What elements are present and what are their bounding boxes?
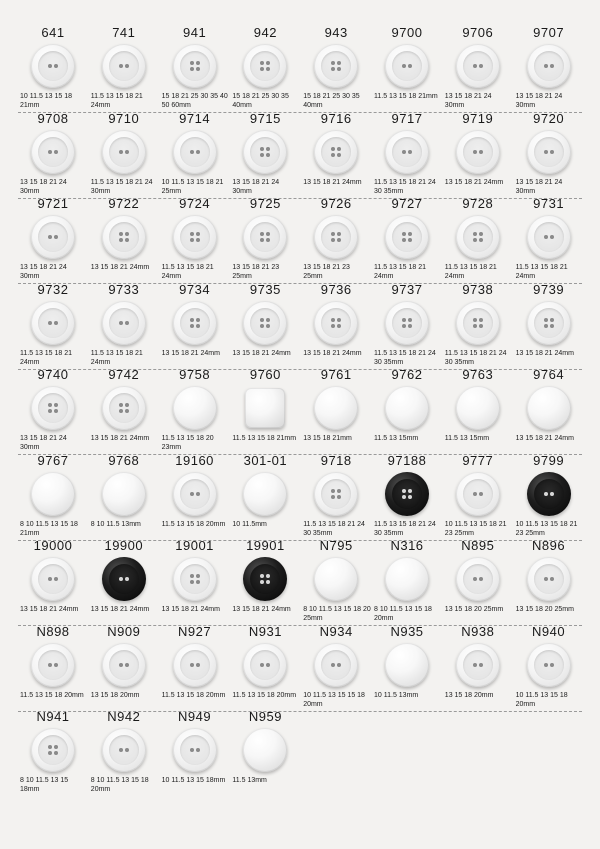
item-sizes: 8 10 11.5 13 15 18 20mm bbox=[374, 606, 432, 622]
catalog-item bbox=[160, 283, 230, 369]
item-sizes: 10 11.5 13mm bbox=[374, 691, 419, 699]
catalog-item bbox=[443, 197, 513, 283]
catalog-row bbox=[18, 539, 582, 625]
catalog-item bbox=[514, 197, 584, 283]
catalog-item bbox=[372, 197, 442, 283]
item-sizes: 10 11.5 13 15 15 18 20mm bbox=[303, 691, 365, 708]
item-sizes: 13 15 18 20 25mm bbox=[515, 606, 574, 613]
item-sizes: 11.5 13 15 18 21 24 30 35mm bbox=[374, 178, 436, 195]
item-sizes: 11.5 13 15 18 21 24 30 35mm bbox=[374, 520, 436, 537]
item-code: N316 bbox=[390, 538, 424, 553]
button-image bbox=[31, 643, 75, 687]
item-sizes: 11.5 13 15 18 21 24 30 35mm bbox=[374, 349, 436, 366]
button-image bbox=[314, 301, 358, 345]
button-image bbox=[31, 215, 75, 259]
item-sizes: 11.5 13 15 18 21 24mm bbox=[444, 264, 497, 280]
item-sizes: 11.5 13 15 18 21 24mm bbox=[161, 264, 214, 280]
catalog-item bbox=[18, 197, 88, 283]
catalog-item bbox=[18, 112, 88, 198]
item-code: 941 bbox=[182, 25, 207, 40]
button-image bbox=[173, 728, 217, 772]
item-sizes: 13 15 18 21 24 30mm bbox=[20, 178, 67, 195]
item-code: N934 bbox=[319, 623, 353, 639]
item-sizes: 8 10 11.5 13mm bbox=[90, 520, 141, 528]
item-code: 741 bbox=[112, 25, 136, 40]
item-sizes: 11.5 13 15 18 21 24mm bbox=[20, 349, 73, 366]
catalog-item bbox=[89, 710, 159, 796]
button-image bbox=[102, 386, 146, 430]
item-code: 942 bbox=[253, 25, 277, 40]
item-code: 9716 bbox=[320, 110, 352, 126]
item-sizes: 10 11.5 13 15 18mm bbox=[161, 777, 226, 784]
item-code: 9767 bbox=[37, 452, 69, 468]
catalog-item bbox=[160, 197, 230, 283]
catalog-item bbox=[18, 539, 88, 625]
catalog-item bbox=[514, 112, 584, 198]
item-sizes: 13 15 18 21 23 25mm bbox=[232, 264, 280, 280]
item-sizes: 11.5 13 15 18 21 24mm bbox=[515, 264, 568, 280]
item-code: 9737 bbox=[391, 281, 423, 297]
button-image bbox=[527, 301, 571, 345]
catalog-item bbox=[301, 112, 371, 198]
catalog-row bbox=[18, 710, 582, 796]
catalog-item bbox=[18, 625, 88, 711]
catalog-item bbox=[89, 368, 159, 454]
button-image bbox=[31, 386, 75, 430]
item-sizes: 15 18 21 25 30 35 40mm bbox=[232, 93, 289, 109]
button-image bbox=[385, 301, 429, 345]
button-image bbox=[173, 130, 217, 174]
button-image bbox=[173, 386, 217, 430]
button-image bbox=[385, 557, 429, 601]
item-sizes: 13 15 18 21 24mm bbox=[303, 178, 362, 186]
button-image bbox=[243, 44, 287, 88]
item-sizes: 11.5 13 15 18 20 23mm bbox=[161, 435, 214, 451]
item-sizes: 8 10 11.5 13 15 18mm bbox=[20, 777, 69, 793]
catalog-item bbox=[372, 368, 442, 454]
item-code: 9728 bbox=[462, 196, 494, 211]
catalog-item bbox=[160, 539, 230, 625]
item-code: 9720 bbox=[533, 110, 565, 126]
item-code: 9768 bbox=[108, 452, 140, 468]
button-image bbox=[102, 557, 146, 601]
item-sizes: 8 10 11.5 13 15 18 20 25mm bbox=[303, 606, 371, 622]
item-code: 19900 bbox=[104, 538, 144, 553]
item-code: 9715 bbox=[249, 110, 281, 126]
item-sizes: 11.5 13 15 18 21 24mm bbox=[90, 93, 143, 109]
item-sizes: 13 15 18 21 24mm bbox=[232, 606, 291, 613]
item-sizes: 11.5 13 15 18 20mm bbox=[161, 691, 226, 699]
catalog-item bbox=[443, 625, 513, 711]
button-image bbox=[102, 215, 146, 259]
item-sizes: 13 15 18 21 24 30mm bbox=[444, 93, 492, 109]
catalog-row bbox=[18, 625, 582, 711]
button-image bbox=[527, 215, 571, 259]
catalog-item bbox=[443, 539, 513, 625]
button-image bbox=[243, 472, 287, 516]
catalog-item bbox=[89, 283, 159, 369]
item-code: N941 bbox=[36, 709, 70, 724]
button-image bbox=[173, 301, 217, 345]
catalog-item bbox=[301, 197, 371, 283]
item-code: N795 bbox=[319, 538, 353, 553]
catalog-item bbox=[160, 112, 230, 198]
item-code: 9758 bbox=[179, 367, 211, 382]
button-image bbox=[314, 215, 358, 259]
item-code: N898 bbox=[36, 623, 70, 639]
item-sizes: 13 15 18 21 24mm bbox=[90, 606, 150, 613]
catalog-item bbox=[443, 112, 513, 198]
catalog-item bbox=[443, 368, 513, 454]
catalog-item bbox=[89, 112, 159, 198]
item-code: 943 bbox=[324, 25, 348, 40]
catalog-item bbox=[160, 625, 230, 711]
button-image bbox=[102, 728, 146, 772]
item-code: N938 bbox=[461, 623, 495, 639]
item-sizes: 11.5 13 15 18 21 24 30mm bbox=[90, 178, 153, 195]
catalog-item bbox=[301, 539, 371, 625]
item-sizes: 11.5 13 15mm bbox=[374, 435, 419, 442]
item-code: 97188 bbox=[387, 452, 427, 468]
catalog-item bbox=[301, 283, 371, 369]
item-code: 9763 bbox=[462, 367, 494, 382]
item-sizes: 13 15 18 20 25mm bbox=[444, 606, 504, 613]
catalog-item bbox=[514, 539, 584, 625]
button-image bbox=[385, 130, 429, 174]
catalog-item bbox=[514, 283, 584, 369]
item-sizes: 13 15 18 21 24mm bbox=[90, 435, 150, 442]
button-image bbox=[527, 386, 571, 430]
catalog-item bbox=[230, 283, 300, 369]
button-image bbox=[102, 130, 146, 174]
catalog-item bbox=[230, 454, 300, 540]
catalog-item bbox=[230, 368, 300, 454]
catalog-row bbox=[18, 368, 582, 454]
button-image bbox=[173, 215, 217, 259]
item-sizes: 13 15 18 20mm bbox=[444, 691, 494, 699]
catalog-row bbox=[18, 283, 582, 369]
button-image bbox=[385, 472, 429, 516]
item-code: N927 bbox=[178, 623, 212, 639]
button-image bbox=[456, 643, 500, 687]
button-image bbox=[527, 44, 571, 88]
button-image bbox=[173, 557, 217, 601]
catalog-row bbox=[18, 26, 582, 112]
button-image bbox=[314, 386, 358, 430]
catalog-row bbox=[18, 454, 582, 540]
item-code: 19001 bbox=[175, 538, 214, 553]
button-image bbox=[456, 386, 500, 430]
button-image bbox=[456, 44, 500, 88]
item-code: 641 bbox=[41, 25, 65, 40]
button-image bbox=[102, 301, 146, 345]
item-code: 9736 bbox=[320, 281, 352, 297]
button-image bbox=[456, 472, 500, 516]
item-sizes: 11.5 13 15mm bbox=[444, 435, 490, 442]
item-code: 9761 bbox=[320, 367, 352, 382]
catalog-row bbox=[18, 112, 582, 198]
button-image bbox=[173, 643, 217, 687]
button-image bbox=[385, 643, 429, 687]
button-image bbox=[31, 301, 75, 345]
button-image bbox=[314, 130, 358, 174]
button-image bbox=[456, 215, 500, 259]
catalog-item bbox=[89, 26, 159, 112]
button-image bbox=[102, 472, 146, 516]
item-code: 301-01 bbox=[243, 452, 288, 468]
button-image bbox=[385, 44, 429, 88]
item-sizes: 11.5 13mm bbox=[232, 777, 267, 784]
button-image bbox=[456, 130, 500, 174]
item-sizes: 10 11.5mm bbox=[232, 520, 267, 528]
item-code: 9762 bbox=[391, 367, 423, 382]
catalog-item bbox=[443, 283, 513, 369]
item-code: 9707 bbox=[533, 25, 565, 40]
item-sizes: 13 15 18 21 23 25mm bbox=[303, 264, 350, 280]
button-image bbox=[243, 130, 287, 174]
catalog-item bbox=[372, 112, 442, 198]
catalog-item bbox=[89, 454, 159, 540]
item-code: N909 bbox=[107, 623, 141, 639]
item-sizes: 10 11.5 13 15 18 20mm bbox=[515, 691, 568, 708]
item-code: 9733 bbox=[108, 281, 140, 297]
button-image bbox=[243, 557, 287, 601]
item-sizes: 10 11.5 13 15 18 21 23 25mm bbox=[444, 520, 507, 537]
item-sizes: 13 15 18 21 24 30mm bbox=[232, 178, 280, 195]
catalog-item bbox=[18, 26, 88, 112]
item-sizes: 13 15 18 21 24mm bbox=[90, 264, 150, 271]
item-sizes: 10 11.5 13 15 18 21 25mm bbox=[161, 178, 224, 195]
item-sizes: 10 11.5 13 15 18 21mm bbox=[20, 93, 73, 109]
button-image bbox=[527, 557, 571, 601]
catalog-item bbox=[301, 26, 371, 112]
item-sizes: 13 15 18 21 24mm bbox=[444, 178, 504, 186]
catalog-item bbox=[230, 26, 300, 112]
button-image bbox=[243, 643, 287, 687]
item-code: N895 bbox=[461, 538, 495, 553]
item-code: 9726 bbox=[320, 196, 352, 211]
item-code: 9738 bbox=[462, 281, 494, 297]
catalog-item bbox=[160, 368, 230, 454]
item-code: 9764 bbox=[533, 367, 565, 382]
catalog-item bbox=[89, 539, 159, 625]
catalog-item bbox=[18, 283, 88, 369]
item-sizes: 11.5 13 15 18 21 24 30 35mm bbox=[303, 520, 365, 537]
item-code: 9739 bbox=[533, 281, 565, 297]
catalog-item bbox=[18, 710, 88, 796]
catalog-item bbox=[372, 625, 442, 711]
item-sizes: 11.5 13 15 18 20mm bbox=[161, 520, 226, 528]
item-sizes: 13 15 18 21 24 30mm bbox=[515, 178, 563, 195]
catalog-item bbox=[514, 26, 584, 112]
item-sizes: 13 15 18 20mm bbox=[90, 691, 140, 699]
item-sizes: 11.5 13 15 18 20mm bbox=[20, 691, 84, 699]
item-sizes: 13 15 18 21 24 30mm bbox=[515, 93, 563, 109]
catalog-item bbox=[230, 112, 300, 198]
catalog-item bbox=[301, 454, 371, 540]
button-image bbox=[314, 44, 358, 88]
item-sizes: 13 15 18 21 24 30mm bbox=[20, 264, 67, 280]
item-code: 9799 bbox=[533, 452, 565, 468]
item-sizes: 13 15 18 21 24mm bbox=[20, 606, 79, 613]
catalog-item bbox=[443, 454, 513, 540]
catalog-item bbox=[230, 625, 300, 711]
catalog-item bbox=[160, 710, 230, 796]
item-code: N949 bbox=[178, 709, 212, 724]
item-code: N935 bbox=[390, 623, 424, 639]
button-image bbox=[31, 728, 75, 772]
catalog-item bbox=[160, 26, 230, 112]
item-sizes: 8 10 11.5 13 15 18 21mm bbox=[20, 520, 78, 537]
button-image bbox=[102, 643, 146, 687]
catalog-item bbox=[443, 26, 513, 112]
button-image bbox=[314, 557, 358, 601]
catalog-item bbox=[514, 454, 584, 540]
item-code: 9731 bbox=[533, 196, 565, 211]
item-code: 9722 bbox=[108, 196, 140, 211]
button-image bbox=[31, 557, 75, 601]
button-image bbox=[385, 386, 429, 430]
button-image bbox=[527, 643, 571, 687]
button-image bbox=[456, 301, 500, 345]
item-sizes: 13 15 18 21 24mm bbox=[161, 349, 220, 357]
catalog-item bbox=[18, 368, 88, 454]
button-image bbox=[243, 215, 287, 259]
item-sizes: 13 15 18 21 24mm bbox=[515, 435, 574, 442]
item-code: 9710 bbox=[108, 110, 140, 126]
item-code: 9742 bbox=[108, 367, 140, 382]
item-code: N940 bbox=[532, 623, 566, 639]
button-image bbox=[31, 44, 75, 88]
catalog-item bbox=[18, 454, 88, 540]
button-image bbox=[31, 130, 75, 174]
item-code: 9727 bbox=[391, 196, 423, 211]
button-image bbox=[173, 472, 217, 516]
item-code: 19160 bbox=[175, 452, 214, 468]
item-code: N959 bbox=[248, 709, 282, 724]
item-sizes: 10 11.5 13 15 18 21 23 25mm bbox=[515, 520, 578, 537]
item-code: 9721 bbox=[37, 196, 69, 211]
catalog-item bbox=[301, 625, 371, 711]
catalog-item bbox=[230, 197, 300, 283]
button-image bbox=[31, 472, 75, 516]
item-code: N942 bbox=[107, 709, 141, 724]
catalog-item bbox=[372, 283, 442, 369]
item-code: 9700 bbox=[391, 25, 423, 40]
item-sizes: 15 18 21 25 30 35 40 50 60mm bbox=[161, 93, 228, 109]
button-image bbox=[385, 215, 429, 259]
catalog-item bbox=[372, 454, 442, 540]
item-sizes: 11.5 13 15 18 21mm bbox=[232, 435, 297, 442]
item-code: 9708 bbox=[37, 110, 69, 126]
button-image bbox=[245, 388, 285, 428]
catalog-item bbox=[514, 625, 584, 711]
item-code: N896 bbox=[532, 538, 566, 553]
catalog-item bbox=[89, 625, 159, 711]
button-image bbox=[243, 301, 287, 345]
item-code: 9724 bbox=[179, 196, 211, 211]
item-sizes: 11.5 13 15 18 21 24mm bbox=[374, 264, 427, 280]
button-image bbox=[243, 728, 287, 772]
item-sizes: 13 15 18 21 24mm bbox=[232, 349, 291, 357]
item-code: 9714 bbox=[179, 110, 211, 126]
catalog-item bbox=[301, 368, 371, 454]
button-image bbox=[102, 44, 146, 88]
catalog-row bbox=[18, 197, 582, 283]
item-sizes: 13 15 18 21mm bbox=[303, 435, 352, 442]
item-code: 9719 bbox=[462, 110, 494, 126]
item-code: 9735 bbox=[249, 281, 281, 297]
item-code: 9706 bbox=[462, 25, 494, 40]
catalog-item bbox=[160, 454, 230, 540]
item-code: 9734 bbox=[179, 281, 211, 297]
item-sizes: 11.5 13 15 18 20mm bbox=[232, 691, 297, 699]
catalog-item bbox=[230, 539, 300, 625]
item-code: 9740 bbox=[37, 367, 69, 382]
item-sizes: 11.5 13 15 18 21mm bbox=[374, 93, 438, 100]
item-code: 9732 bbox=[37, 281, 69, 297]
item-code: N931 bbox=[248, 623, 282, 639]
button-image bbox=[173, 44, 217, 88]
item-sizes: 13 15 18 21 24 30mm bbox=[20, 435, 67, 451]
button-image bbox=[527, 472, 571, 516]
item-sizes: 15 18 21 25 30 35 40mm bbox=[303, 93, 360, 109]
item-code: 19901 bbox=[246, 538, 285, 553]
item-code: 9760 bbox=[249, 367, 281, 382]
item-sizes: 11.5 13 15 18 21 24 30 35mm bbox=[444, 349, 507, 366]
item-code: 19000 bbox=[33, 538, 73, 553]
catalog-item bbox=[230, 710, 300, 796]
button-image bbox=[456, 557, 500, 601]
button-image bbox=[527, 130, 571, 174]
item-code: 9777 bbox=[462, 452, 494, 468]
item-sizes: 13 15 18 21 24mm bbox=[161, 606, 220, 613]
catalog-item bbox=[514, 368, 584, 454]
item-sizes: 8 10 11.5 13 15 18 20mm bbox=[90, 777, 149, 793]
button-image bbox=[314, 643, 358, 687]
catalog-item bbox=[372, 539, 442, 625]
item-code: 9725 bbox=[249, 196, 281, 211]
item-code: 9718 bbox=[320, 452, 352, 468]
item-sizes: 11.5 13 15 18 21 24mm bbox=[90, 349, 143, 366]
item-sizes: 13 15 18 21 24mm bbox=[303, 349, 362, 357]
catalog-item bbox=[372, 26, 442, 112]
item-sizes: 13 15 18 21 24mm bbox=[515, 349, 574, 357]
item-code: 9717 bbox=[391, 110, 423, 126]
catalog-item bbox=[89, 197, 159, 283]
button-image bbox=[314, 472, 358, 516]
